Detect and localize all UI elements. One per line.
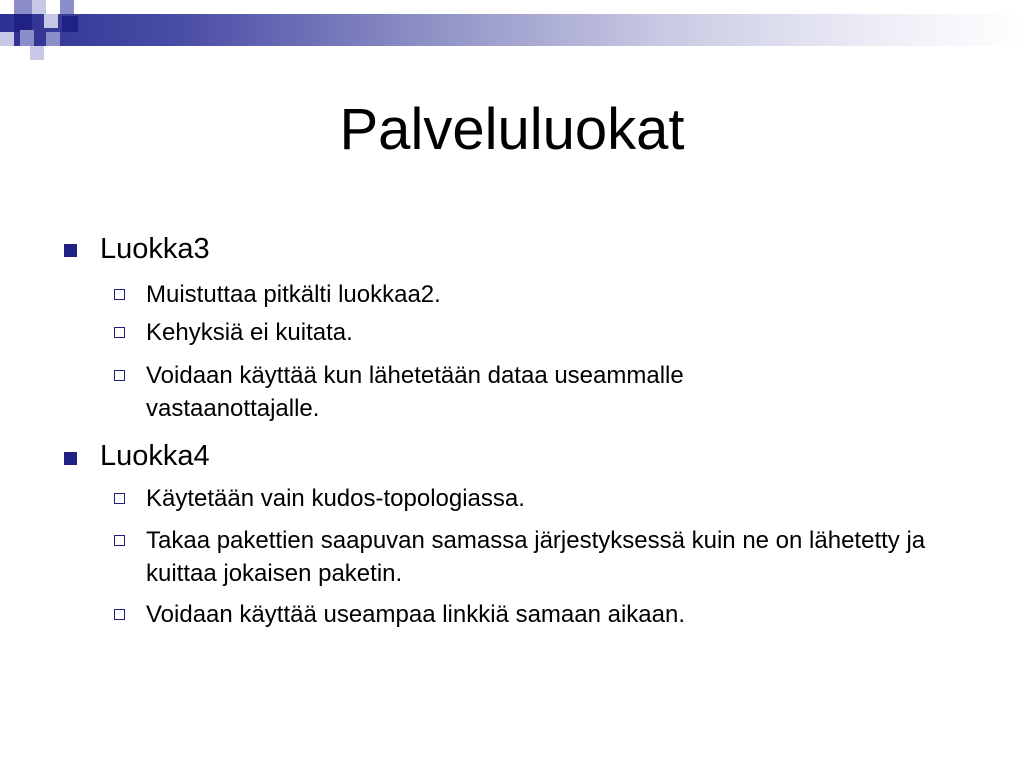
list-item: Takaa pakettien saapuvan samassa järjestyksessä kuin ne on lähetetty ja kuittaa jokaisen paketin. bbox=[146, 527, 926, 587]
bullet-square-icon bbox=[64, 244, 77, 257]
list-item: Kehyksiä ei kuitata. bbox=[146, 319, 353, 346]
list-item: Käytetään vain kudos-topologiassa. bbox=[146, 485, 525, 512]
list-item: Voidaan käyttää kun lähetetään dataa useammalle vastaanottajalle. bbox=[146, 362, 684, 422]
list-item: Muistuttaa pitkälti luokkaa2. bbox=[146, 281, 441, 308]
list-item: Voidaan käyttää useampaa linkkiä samaan aikaan. bbox=[146, 601, 686, 628]
section-heading: Luokka4 bbox=[100, 440, 210, 472]
bullet-hollow-square-icon bbox=[114, 289, 125, 300]
slide-title: Palveluluokat bbox=[339, 97, 685, 162]
section-heading: Luokka3 bbox=[100, 233, 210, 265]
bullet-hollow-square-icon bbox=[114, 535, 125, 546]
bullet-hollow-square-icon bbox=[114, 493, 125, 504]
bullet-hollow-square-icon bbox=[114, 370, 125, 381]
bullet-hollow-square-icon bbox=[114, 327, 125, 338]
bullet-square-icon bbox=[64, 452, 77, 465]
bullet-hollow-square-icon bbox=[114, 609, 125, 620]
